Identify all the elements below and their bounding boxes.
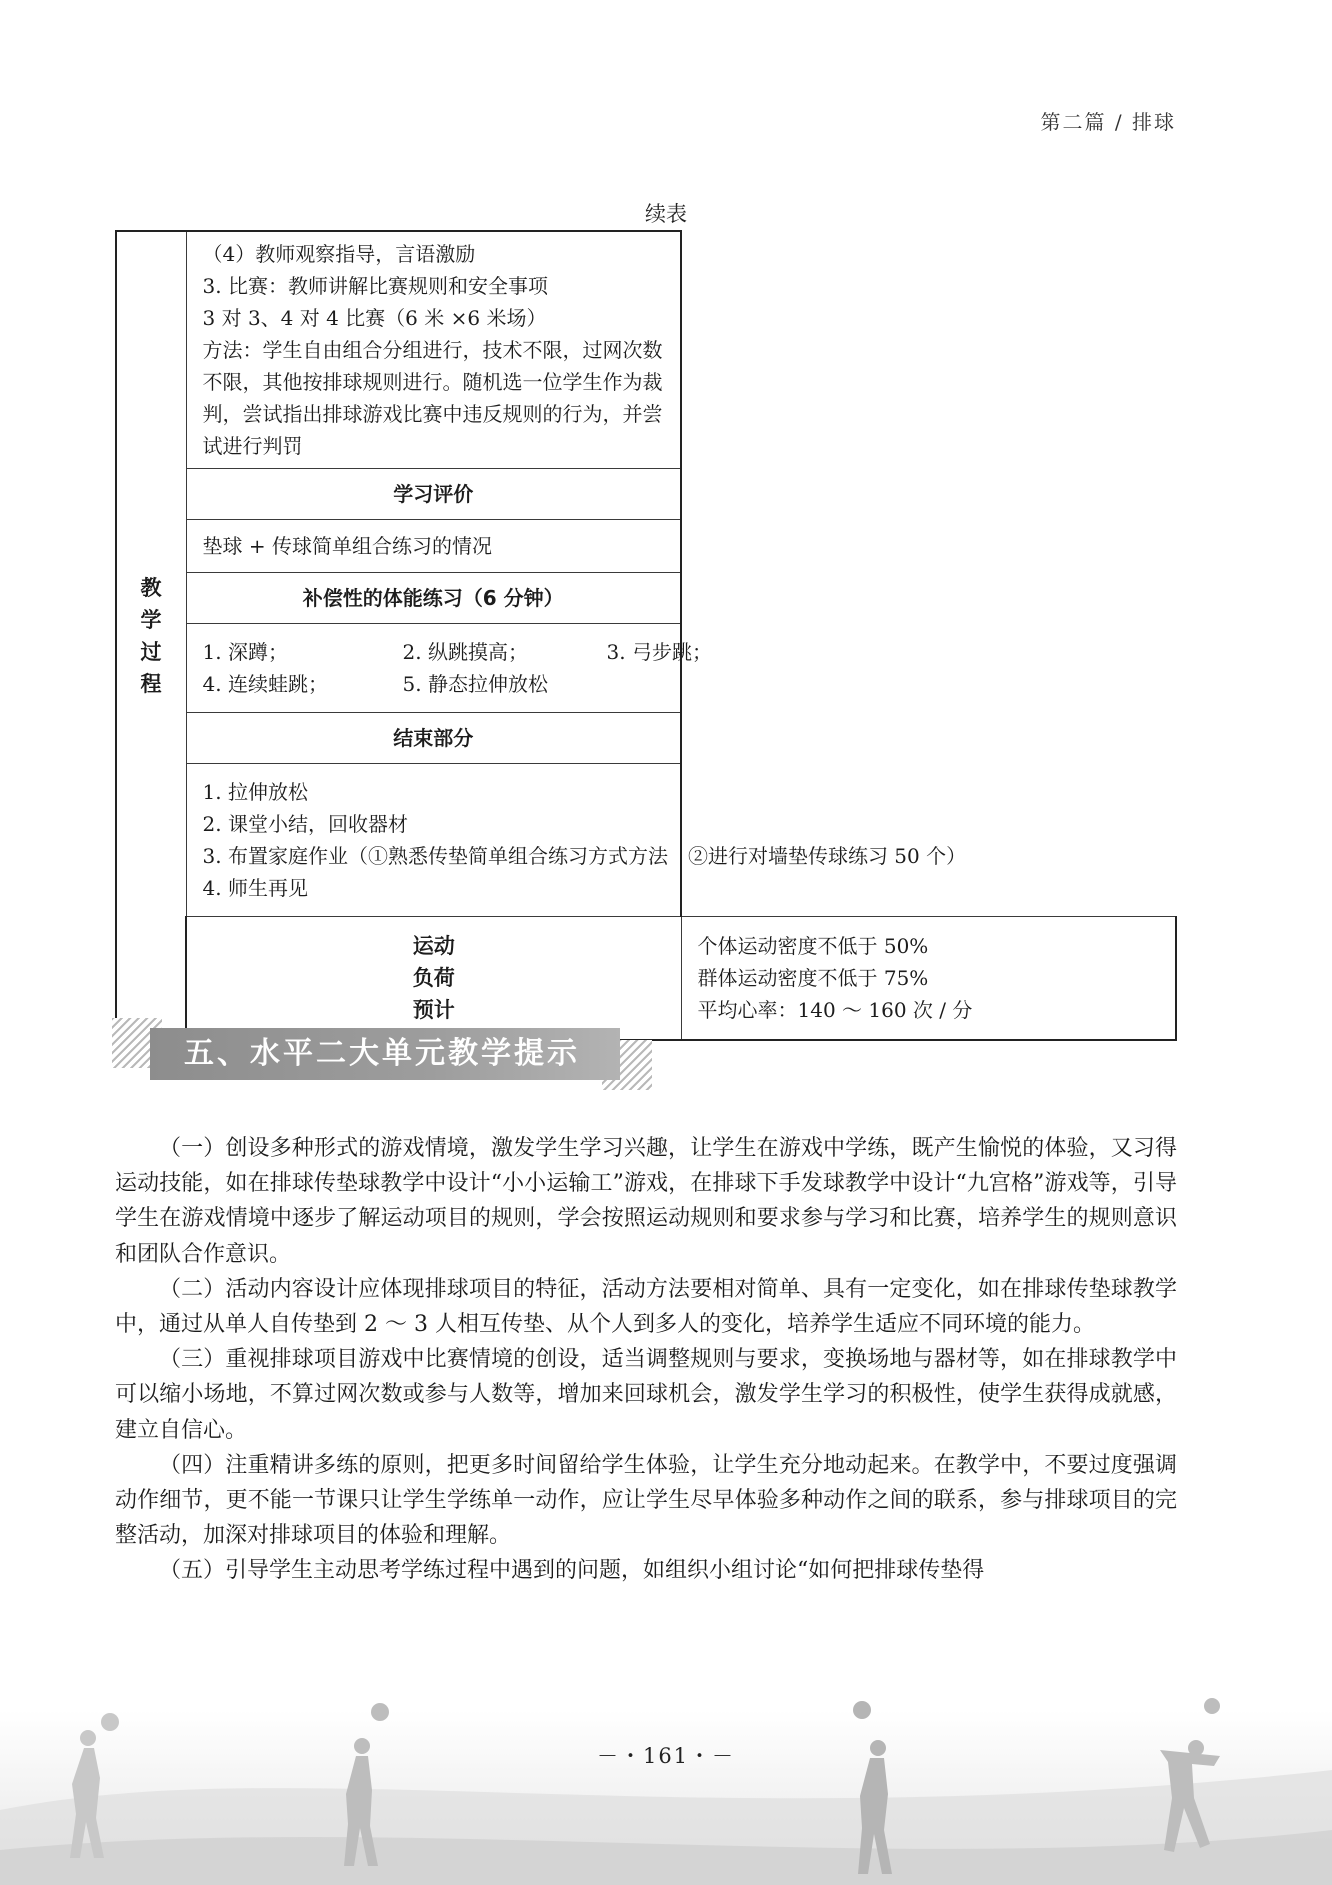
match-line: 3. 比赛：教师讲解比赛规则和安全事项	[202, 274, 548, 298]
table-caption: 续表	[645, 202, 687, 226]
exercise-load-values	[681, 917, 1176, 1041]
compensatory-heading: 补偿性的体能练习（6 分钟）	[186, 573, 681, 624]
tip-paragraph: （一）创设多种形式的游戏情境，激发学生学习兴趣，让学生在游戏中学练，既产生愉悦的体验，又习得运动技能，如在排球传垫球教学中设计“小小运输工”游戏，在排球下手发球教学中设计“九宫格”游戏等，引导学生在游戏情境中逐步了解运动项目的规则，学会按照运动规则和要求参与学习和比赛，培养学生的规则意识和团队合作意识。	[115, 1136, 1177, 1267]
compensatory-list	[186, 624, 712, 713]
process-label-char: 学	[140, 607, 162, 632]
match-line: 3 对 3、4 对 4 比赛（6 米 ×6 米场）	[202, 306, 547, 330]
page-number: －・161・－	[596, 1744, 736, 1768]
tip-paragraph: （二）活动内容设计应体现排球项目的特征，活动方法要相对简单、具有一定变化，如在排球传垫球教学中，通过从单人自传垫到 2 ～ 3 人相互传垫、从个人到多人的变化，培养学生适应不同环境的能力。	[115, 1276, 1177, 1338]
exercise-item: 2. 纵跳摸高；	[402, 640, 528, 664]
ending-line: 3. 布置家庭作业（①熟悉传垫简单组合练习方式方法 ②进行对墙垫传球练习 50 个）	[202, 844, 967, 868]
exercise-item: 5. 静态拉伸放松	[402, 672, 548, 696]
process-label-char: 教	[140, 575, 162, 600]
teaching-tips	[115, 1131, 1177, 1589]
compensatory-row	[203, 668, 667, 700]
load-label-part: 负荷	[412, 966, 455, 990]
tip-paragraph: （五）引导学生主动思考学练过程中遇到的问题，如组织小组讨论“如何把排球传垫得	[159, 1558, 985, 1584]
process-label-char: 程	[140, 671, 162, 696]
evaluation-heading: 学习评价	[186, 469, 681, 520]
lesson-plan-table	[115, 230, 1177, 1041]
load-line: 个体运动密度不低于 50%	[697, 934, 929, 958]
exercise-item: 3. 弓步跳；	[606, 640, 712, 664]
tip-paragraph: （四）注重精讲多练的原则，把更多时间留给学生体验，让学生充分地动起来。在教学中，不要过度强调动作细节，更不能一节课只让学生学练单一动作，应让学生尽早体验多种动作之间的联系，参与排球项目的完整活动，加深对排球项目的体验和理解。	[115, 1452, 1177, 1549]
ending-line: 4. 师生再见	[202, 876, 308, 900]
load-line: 群体运动密度不低于 75%	[697, 966, 929, 990]
exercise-item: 1. 深蹲；	[202, 640, 288, 664]
compensatory-row	[202, 636, 712, 668]
match-line: （4）教师观察指导，言语激励	[202, 242, 476, 266]
load-line: 平均心率：140 ～ 160 次 / 分	[697, 998, 973, 1022]
match-method: 方法：学生自由组合分组进行，技术不限，过网次数不限，其他按排球规则进行。随机选一位学生作为裁判，尝试指出排球游戏比赛中违反规则的行为，并尝试进行判罚	[202, 338, 663, 458]
exercise-item: 4. 连续蛙跳；	[202, 672, 328, 696]
section-title: 五、水平二大单元教学提示	[184, 1036, 580, 1071]
match-block	[186, 231, 681, 469]
load-label-part: 运动	[412, 934, 455, 958]
process-label-char: 过	[140, 639, 162, 664]
ending-line: 1. 拉伸放松	[202, 780, 308, 804]
ending-list	[186, 764, 967, 917]
tip-paragraph: （三）重视排球项目游戏中比赛情境的创设，适当调整规则与要求，变换场地与器材等，如在排球教学中可以缩小场地，不算过网次数或参与人数等，增加来回球机会，激发学生学习的积极性，使学生获得成就感，建立自信心。	[115, 1347, 1177, 1443]
load-label-part: 预计	[412, 998, 455, 1022]
running-header: 第二篇 / 排球	[1040, 110, 1176, 134]
volleyball-footer-decoration	[0, 1690, 1332, 1885]
teaching-process-label	[116, 231, 186, 1040]
ending-heading: 结束部分	[186, 713, 681, 764]
section-banner	[112, 1018, 660, 1090]
ending-line: 2. 课堂小结，回收器材	[202, 812, 408, 836]
evaluation-text: 垫球 + 传球简单组合练习的情况	[186, 520, 681, 573]
